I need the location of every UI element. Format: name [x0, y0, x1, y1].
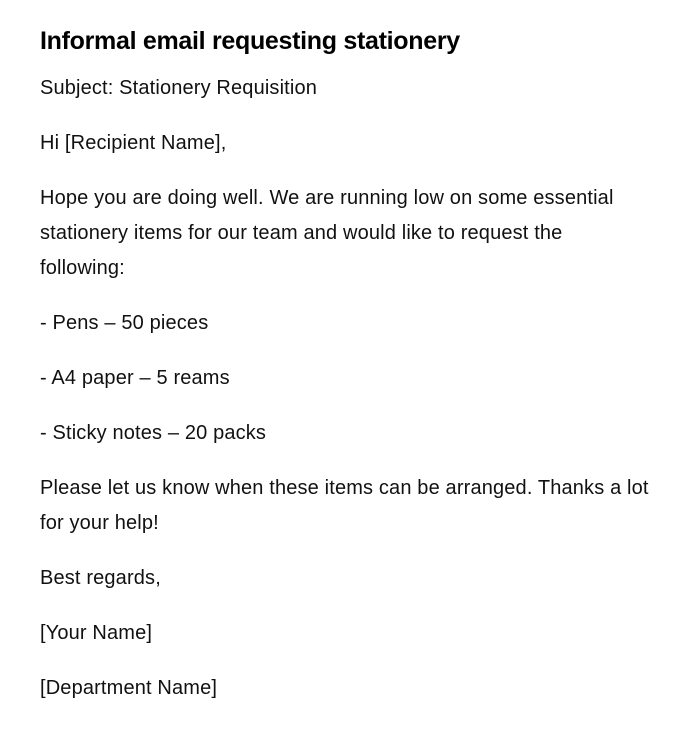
email-sign-off: Best regards,: [40, 567, 161, 589]
list-item-a4-paper: - A4 paper – 5 reams: [40, 367, 230, 389]
document-title: Informal email requesting stationery: [40, 27, 460, 55]
email-greeting: Hi [Recipient Name],: [40, 132, 227, 154]
list-item-sticky-notes: - Sticky notes – 20 packs: [40, 422, 267, 444]
list-item-pens: - Pens – 50 pieces: [40, 312, 209, 334]
email-subject: Subject: Stationery Requisition: [40, 77, 318, 99]
sender-name: [Your Name]: [40, 622, 153, 644]
sender-department: [Department Name]: [40, 677, 218, 699]
email-body-intro: Hope you are doing well. We are running low on some essential stationery items for our team and would like to request the following:: [40, 187, 614, 279]
email-closing-text: Please let us know when these items can be arranged. Thanks a lot for your help!: [40, 477, 649, 534]
